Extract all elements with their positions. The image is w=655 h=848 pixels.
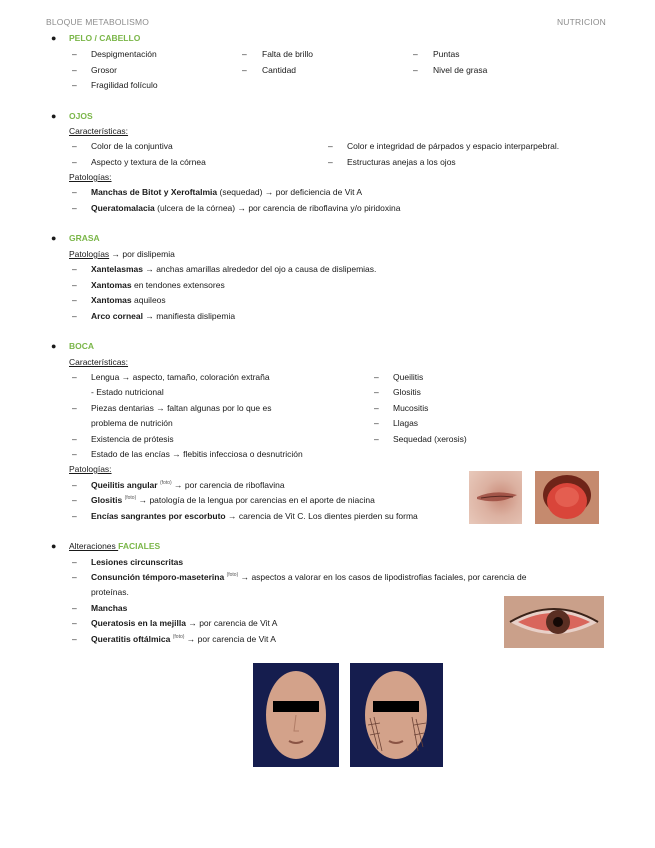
pat-rest: (ulcera de la córnea) → por carencia de riboflavina y/o piridoxina xyxy=(154,203,401,213)
boca-car-item: Estado de las encías → flebitis infecciosa o desnutrición xyxy=(91,449,303,459)
dash-icon: – xyxy=(72,311,77,321)
pelo-item: Puntas xyxy=(433,49,460,59)
boca-pat-item xyxy=(91,480,285,490)
dash-icon: – xyxy=(72,634,77,644)
eye-photo-drawing xyxy=(504,596,604,648)
ojos-pat-item xyxy=(91,203,400,213)
dash-icon: – xyxy=(72,141,77,151)
dash-icon: – xyxy=(72,480,77,490)
dash-icon: – xyxy=(72,49,77,59)
pelo-item: Nivel de grasa xyxy=(433,65,488,75)
dash-icon: – xyxy=(72,203,77,213)
dash-icon: – xyxy=(72,495,77,505)
boca-car-item: Existencia de prótesis xyxy=(91,434,174,444)
pat-bold: Manchas de Bitot y Xeroftalmia xyxy=(91,187,218,197)
item-bold: Glositis xyxy=(91,495,123,505)
item-bold: Queratitis oftálmica xyxy=(91,634,171,644)
dash-icon: – xyxy=(413,49,418,59)
foto-label: (foto) xyxy=(226,572,239,579)
item-bold: Consunción témporo-maseterina xyxy=(91,572,225,582)
dash-icon: – xyxy=(413,65,418,75)
section-title-grasa: GRASA xyxy=(69,233,100,243)
bullet-icon: ● xyxy=(51,33,57,43)
faciales-item xyxy=(91,618,277,628)
lip-photo xyxy=(469,471,522,524)
boca-car-item: problema de nutrición xyxy=(91,418,173,428)
patologias-label: Patologías: xyxy=(69,464,112,474)
patologias-rest: → por dislipemia xyxy=(109,249,175,259)
boca-pat-item xyxy=(91,495,375,505)
grasa-patologias xyxy=(69,249,175,259)
dash-icon: – xyxy=(328,141,333,151)
boca-car-right-item: Sequedad (xerosis) xyxy=(393,434,467,444)
section-title-faciales xyxy=(69,541,160,551)
item-rest: → por carencia de riboflavina xyxy=(171,480,285,490)
bullet-icon: ● xyxy=(51,341,57,351)
bullet-icon: ● xyxy=(51,111,57,121)
tongue-photo-drawing xyxy=(535,471,599,524)
item-rest: → carencia de Vit C. Los dientes pierden su forma xyxy=(225,511,418,521)
grasa-item xyxy=(91,295,166,305)
ojos-pat-item xyxy=(91,187,362,197)
item-rest: → manifiesta dislipemia xyxy=(142,311,236,321)
face-photo-left-drawing xyxy=(253,663,339,767)
patologias-label: Patologías xyxy=(69,249,110,259)
dash-icon: – xyxy=(72,372,77,382)
section-title-boca: BOCA xyxy=(69,341,95,351)
item-bold: Queratosis en la mejilla xyxy=(91,618,186,628)
item-bold: Lesiones circunscritas xyxy=(91,557,184,567)
bullet-icon: ● xyxy=(51,233,57,243)
eye-photo xyxy=(504,596,604,648)
title-plain: Alteraciones xyxy=(69,541,119,551)
dash-icon: – xyxy=(72,403,77,413)
face-photo-left xyxy=(253,663,339,767)
dash-icon: – xyxy=(72,187,77,197)
boca-car-right-item: Mucositis xyxy=(393,403,429,413)
item-rest: → por carencia de Vit A xyxy=(184,634,276,644)
dash-icon: – xyxy=(374,418,379,428)
bullet-icon: ● xyxy=(51,541,57,551)
dash-icon: – xyxy=(242,49,247,59)
faciales-item xyxy=(91,634,276,644)
faciales-item xyxy=(91,603,127,613)
dash-icon: – xyxy=(72,264,77,274)
pat-bold: Queratomalacia xyxy=(91,203,155,213)
boca-car-item: Piezas dentarias → faltan algunas por lo que es xyxy=(91,403,272,413)
item-bold: Arco corneal xyxy=(91,311,143,321)
boca-car-right-item: Llagas xyxy=(393,418,419,428)
item-bold: Queilitis angular xyxy=(91,480,158,490)
dash-icon: – xyxy=(374,434,379,444)
item-bold: Xantomas xyxy=(91,280,132,290)
pelo-item: Fragilidad folículo xyxy=(91,80,158,90)
dash-icon: – xyxy=(72,511,77,521)
dash-icon: – xyxy=(72,618,77,628)
title-green: FACIALES xyxy=(118,541,161,551)
boca-car-right-item: Queilitis xyxy=(393,372,424,382)
ojos-car-item: Estructuras anejas a los ojos xyxy=(347,157,456,167)
caracteristicas-label: Características: xyxy=(69,357,129,367)
item-bold: Xantomas xyxy=(91,295,132,305)
header-right: NUTRICION xyxy=(556,17,606,27)
dash-icon: – xyxy=(72,80,77,90)
pat-rest: (sequedad) → por deficiencia de Vit A xyxy=(217,187,363,197)
ojos-car-item: Color de la conjuntiva xyxy=(91,141,173,151)
faciales-item xyxy=(91,557,183,567)
dash-icon: – xyxy=(374,403,379,413)
lip-photo-drawing xyxy=(469,471,522,524)
dash-icon: – xyxy=(72,557,77,567)
item-bold: Xantelasmas xyxy=(91,264,143,274)
grasa-item xyxy=(91,311,235,321)
foto-label: (foto) xyxy=(159,480,172,487)
ojos-car-item: Aspecto y textura de la córnea xyxy=(91,157,206,167)
foto-label: (foto) xyxy=(124,495,137,502)
grasa-item xyxy=(91,264,376,274)
tongue-photo xyxy=(535,471,599,524)
item-bold: Manchas xyxy=(91,603,128,613)
faciales-item-cont: proteínas. xyxy=(91,587,129,597)
face-photo-right-drawing xyxy=(350,663,443,767)
item-rest: en tendones extensores xyxy=(131,280,225,290)
item-rest: aquileos xyxy=(131,295,166,305)
patologias-label: Patologías: xyxy=(69,172,112,182)
boca-car-right-item: Glositis xyxy=(393,387,421,397)
dash-icon: – xyxy=(72,157,77,167)
dash-icon: – xyxy=(72,65,77,75)
boca-car-item: - Estado nutricional xyxy=(91,387,164,397)
face-photo-right xyxy=(350,663,443,767)
item-rest: → aspectos a valorar en los casos de lipodistrofias faciales, por carencia de xyxy=(238,572,527,582)
pelo-item: Falta de brillo xyxy=(262,49,314,59)
dash-icon: – xyxy=(72,603,77,613)
foto-label: (foto) xyxy=(172,634,185,641)
dash-icon: – xyxy=(328,157,333,167)
dash-icon: – xyxy=(72,449,77,459)
dash-icon: – xyxy=(72,295,77,305)
pelo-item: Despigmentación xyxy=(91,49,157,59)
dash-icon: – xyxy=(374,387,379,397)
dash-icon: – xyxy=(72,434,77,444)
item-rest: → patología de la lengua por carencias en el aporte de niacina xyxy=(136,495,375,505)
caracteristicas-label: Características: xyxy=(69,126,129,136)
header-left: BLOQUE METABOLISMO xyxy=(46,17,150,27)
dash-icon: – xyxy=(374,372,379,382)
pelo-item: Grosor xyxy=(91,65,117,75)
section-title-pelo: PELO / CABELLO xyxy=(69,33,141,43)
dash-icon: – xyxy=(72,572,77,582)
pelo-item: Cantidad xyxy=(262,65,297,75)
item-bold: Encías sangrantes por escorbuto xyxy=(91,511,226,521)
item-rest: → anchas amarillas alrededor del ojo a causa de dislipemias. xyxy=(142,264,377,274)
boca-pat-item xyxy=(91,511,418,521)
item-rest: → por carencia de Vit A xyxy=(185,618,278,628)
faciales-item xyxy=(91,572,526,582)
section-title-ojos: OJOS xyxy=(69,111,93,121)
grasa-item xyxy=(91,280,225,290)
dash-icon: – xyxy=(242,65,247,75)
dash-icon: – xyxy=(72,280,77,290)
ojos-car-item: Color e integridad de párpados y espacio interparpebral. xyxy=(347,141,560,151)
boca-car-item: Lengua → aspecto, tamaño, coloración extraña xyxy=(91,372,270,382)
